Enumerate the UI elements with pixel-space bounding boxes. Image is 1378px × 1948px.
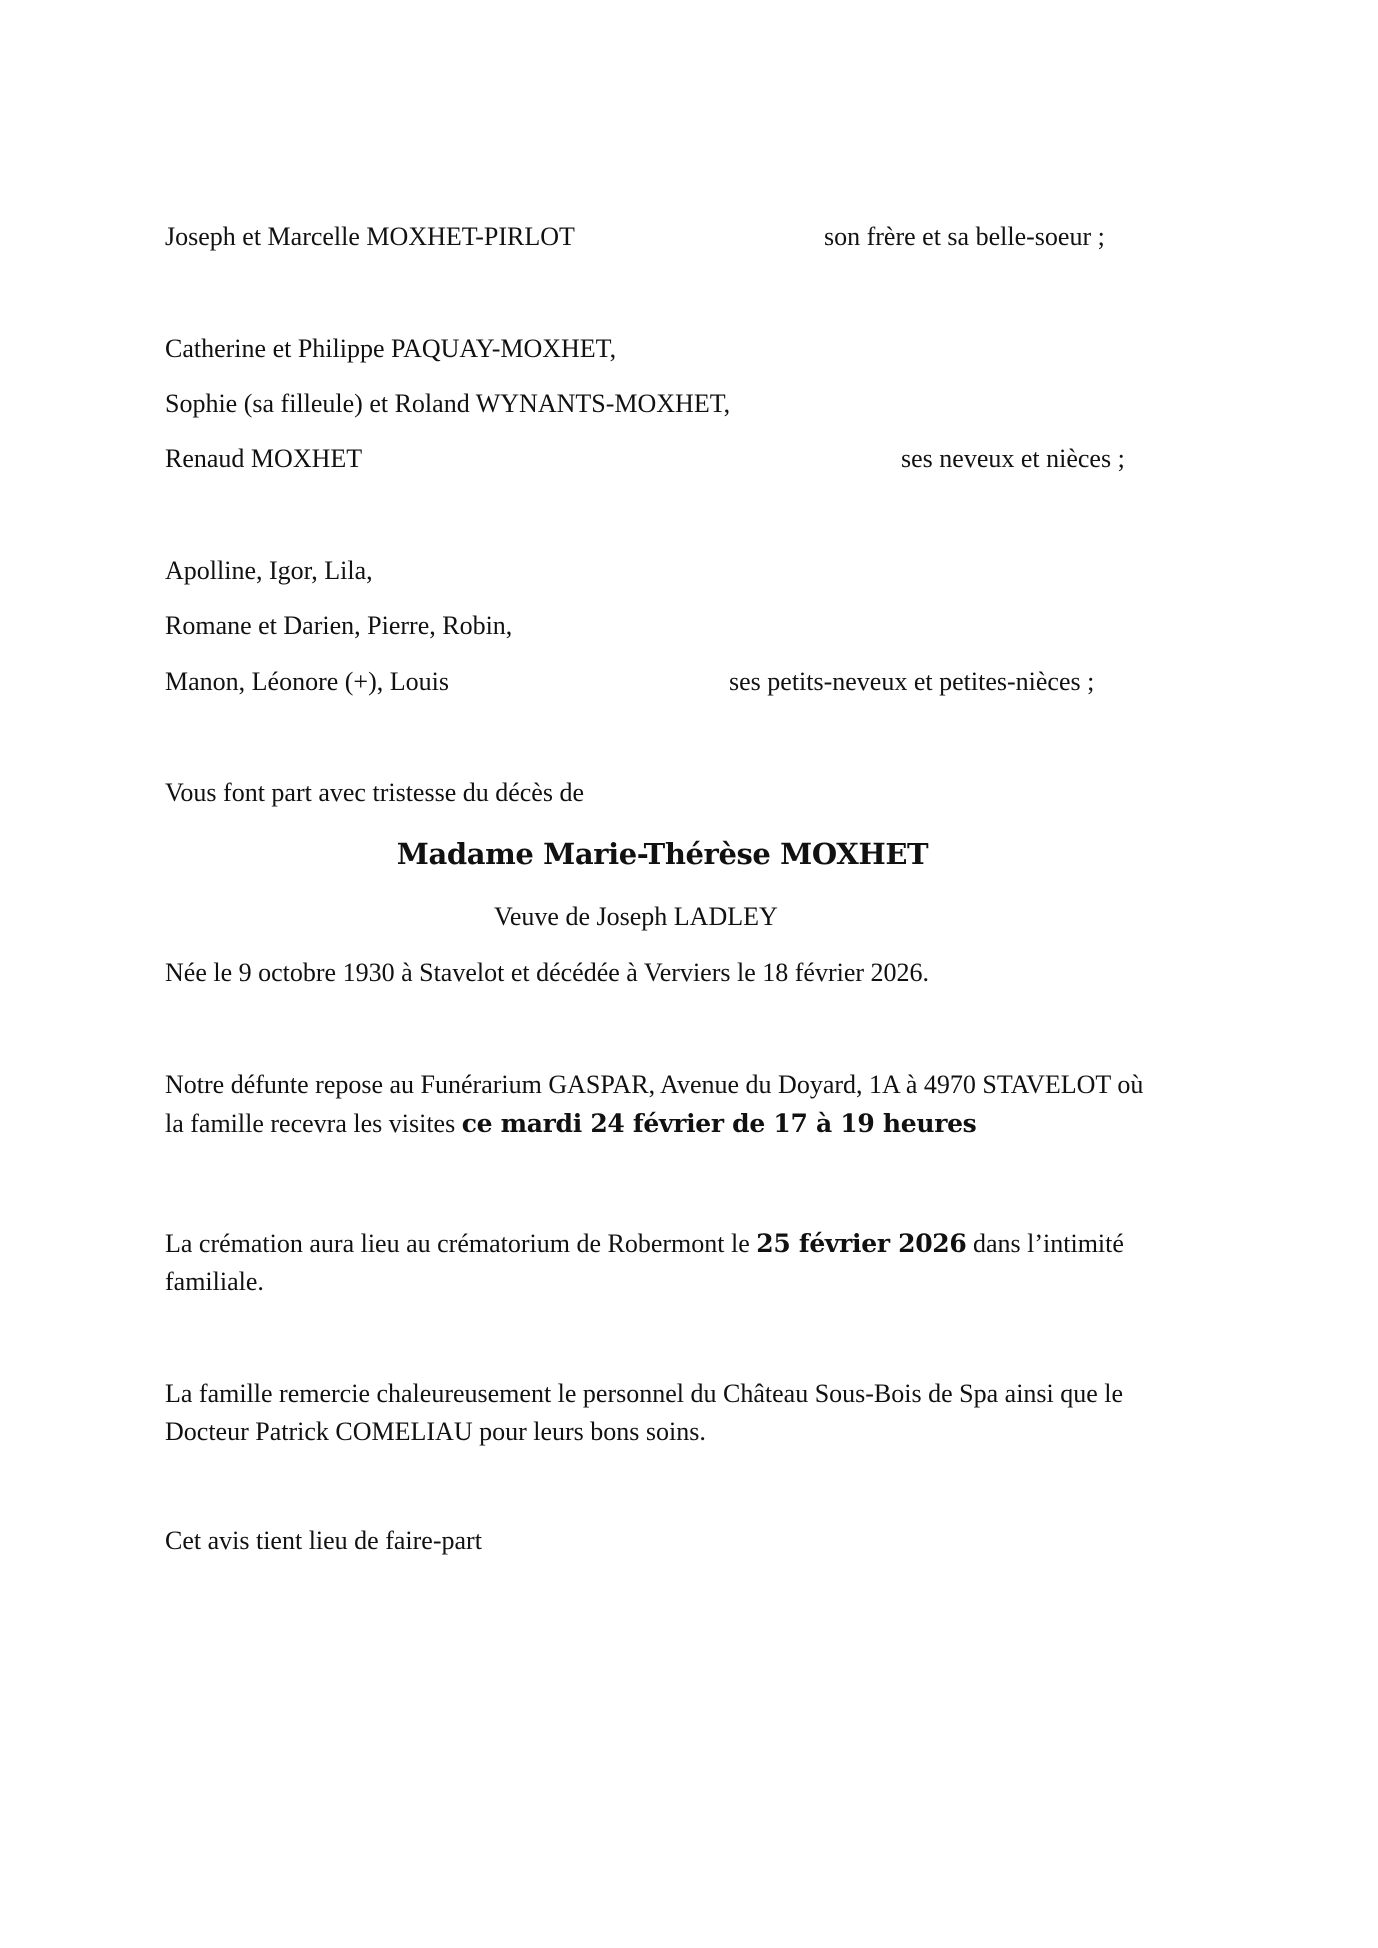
visitation-time: ce mardi 24 février de 17 à 19 heures <box>461 1109 977 1138</box>
cremation-prefix: La crémation aura lieu au crématorium de Robermont le <box>165 1229 757 1258</box>
cremation-date: 25 février 2026 <box>756 1229 967 1258</box>
grand-nephews-relation: ses petits-neveux et petites-nièces ; <box>729 667 1095 696</box>
deceased-name: Madame Marie-Thérèse MOXHET <box>396 837 929 871</box>
nephews-line-1: Catherine et Philippe PAQUAY-MOXHET, <box>165 334 617 363</box>
grand-nephews-line-3: Manon, Léonore (+), Louis <box>165 667 449 696</box>
grand-nephews-line-2: Romane et Darien, Pierre, Robin, <box>165 611 513 640</box>
widow-of: Veuve de Joseph LADLEY <box>494 902 778 931</box>
closing-note: Cet avis tient lieu de faire-part <box>165 1526 482 1555</box>
cremation-line-2: familiale. <box>165 1267 264 1296</box>
thanks-line-2: Docteur Patrick COMELIAU pour leurs bons soins. <box>165 1417 706 1446</box>
cremation-suffix: dans l’intimité <box>966 1229 1124 1258</box>
visitation-line-2 <box>165 1105 976 1143</box>
brother-relation: son frère et sa belle-soeur ; <box>824 222 1105 251</box>
announcement-intro: Vous font part avec tristesse du décès de <box>165 778 585 807</box>
birth-death: Née le 9 octobre 1930 à Stavelot et décédée à Verviers le 18 février 2026. <box>165 958 930 987</box>
nephews-relation: ses neveux et nièces ; <box>901 444 1125 473</box>
nephews-line-2: Sophie (sa filleule) et Roland WYNANTS-MOXHET, <box>165 389 731 418</box>
nephews-line-3: Renaud MOXHET <box>165 444 363 473</box>
visitation-prefix: la famille recevra les visites <box>165 1109 462 1138</box>
cremation-line-1 <box>165 1225 1124 1263</box>
grand-nephews-line-1: Apolline, Igor, Lila, <box>165 556 373 585</box>
brother-names: Joseph et Marcelle MOXHET-PIRLOT <box>165 222 575 251</box>
visitation-line-1: Notre défunte repose au Funérarium GASPAR, Avenue du Doyard, 1A à 4970 STAVELOT où <box>165 1070 1144 1099</box>
thanks-line-1: La famille remercie chaleureusement le personnel du Château Sous-Bois de Spa ainsi que le <box>165 1379 1124 1408</box>
